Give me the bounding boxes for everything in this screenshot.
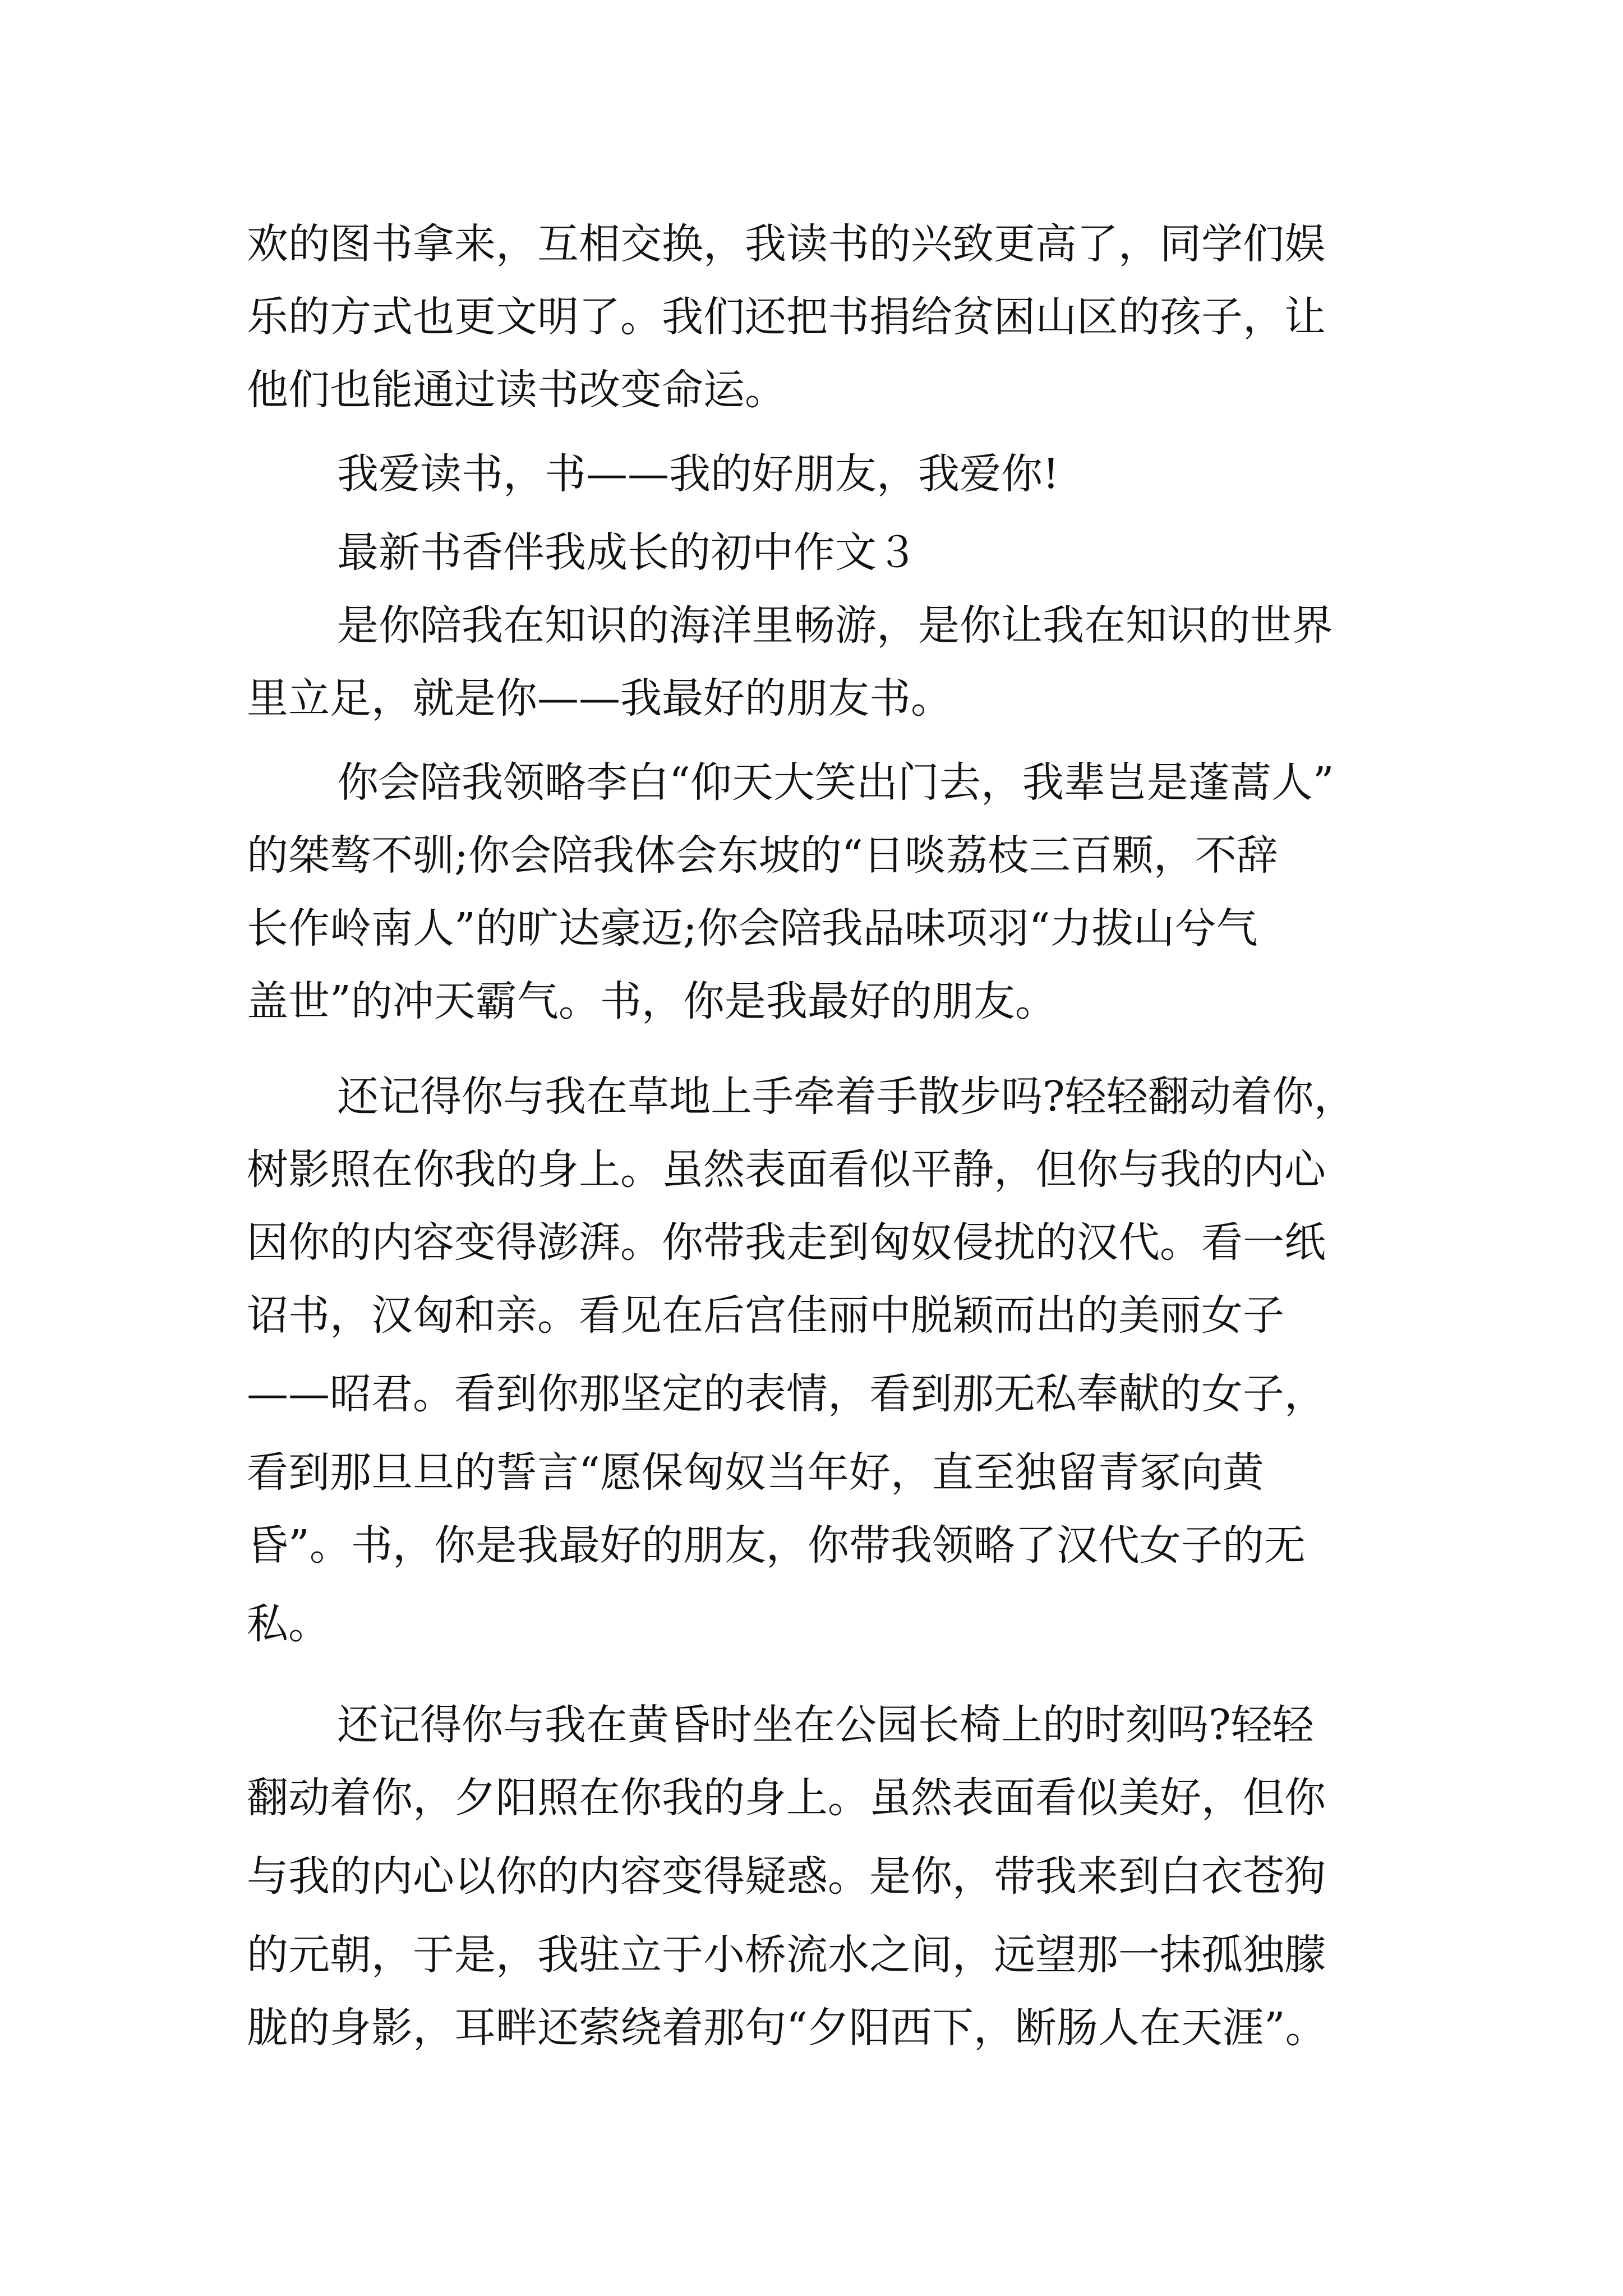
text-line: 与我的内心以你的内容变得疑惑。是你，带我来到白衣苍狗 bbox=[247, 1852, 1326, 1901]
text-line: 私。 bbox=[247, 1600, 330, 1648]
text-line: 昏”。书，你是我最好的朋友，你带我领略了汉代女子的无 bbox=[247, 1521, 1306, 1570]
text-line: 我爱读书，书——我的好朋友，我爱你! bbox=[337, 450, 1059, 498]
text-line: ——昭君。看到你那坚定的表情，看到那无私奉献的女子， bbox=[247, 1370, 1326, 1418]
text-line: 因你的内容变得澎湃。你带我走到匈奴侵扰的汉代。看一纸 bbox=[247, 1218, 1326, 1267]
text-line: 还记得你与我在黄昏时坐在公园长椅上的时刻吗?轻轻 bbox=[337, 1701, 1314, 1749]
text-line: 欢的图书拿来，互相交换，我读书的兴致更高了，同学们娱 bbox=[247, 220, 1326, 268]
text-line: 的元朝，于是，我驻立于小桥流水之间，远望那一抹孤独朦 bbox=[247, 1931, 1326, 1979]
text-line: 是你陪我在知识的海洋里畅游，是你让我在知识的世界 bbox=[337, 601, 1333, 650]
text-line: 翻动着你，夕阳照在你我的身上。虽然表面看似美好，但你 bbox=[247, 1774, 1326, 1822]
text-line: 里立足，就是你——我最好的朋友书。 bbox=[247, 674, 952, 723]
text-line: 胧的身影，耳畔还萦绕着那句“夕阳西下，断肠人在天涯”。 bbox=[247, 2004, 1327, 2052]
text-line: 诏书，汉匈和亲。看见在后宫佳丽中脱颖而出的美丽女子 bbox=[247, 1291, 1284, 1340]
text-line: 看到那旦旦的誓言“愿保匈奴当年好，直至独留青冢向黄 bbox=[247, 1448, 1264, 1497]
text-line: 乐的方式也更文明了。我们还把书捐给贫困山区的孩子，让 bbox=[247, 293, 1326, 341]
text-line: 盖世”的冲天霸气。书，你是我最好的朋友。 bbox=[247, 977, 1057, 1025]
text-line: 长作岭南人”的旷达豪迈;你会陪我品味项羽“力拔山兮气 bbox=[247, 904, 1258, 953]
text-line: 你会陪我领略李白“仰天大笑出门去，我辈岂是蓬蒿人” bbox=[337, 758, 1334, 807]
text-line: 还记得你与我在草地上手牵着手散步吗?轻轻翻动着你， bbox=[337, 1073, 1355, 1121]
section-title: 最新书香伴我成长的初中作文３ bbox=[337, 528, 918, 577]
text-line: 他们也能通过读书改变命运。 bbox=[247, 366, 786, 414]
text-line: 的桀骜不驯;你会陪我体会东坡的“日啖荔枝三百颗，不辞 bbox=[247, 831, 1278, 880]
text-line: 树影照在你我的身上。虽然表面看似平静，但你与我的内心 bbox=[247, 1145, 1326, 1194]
